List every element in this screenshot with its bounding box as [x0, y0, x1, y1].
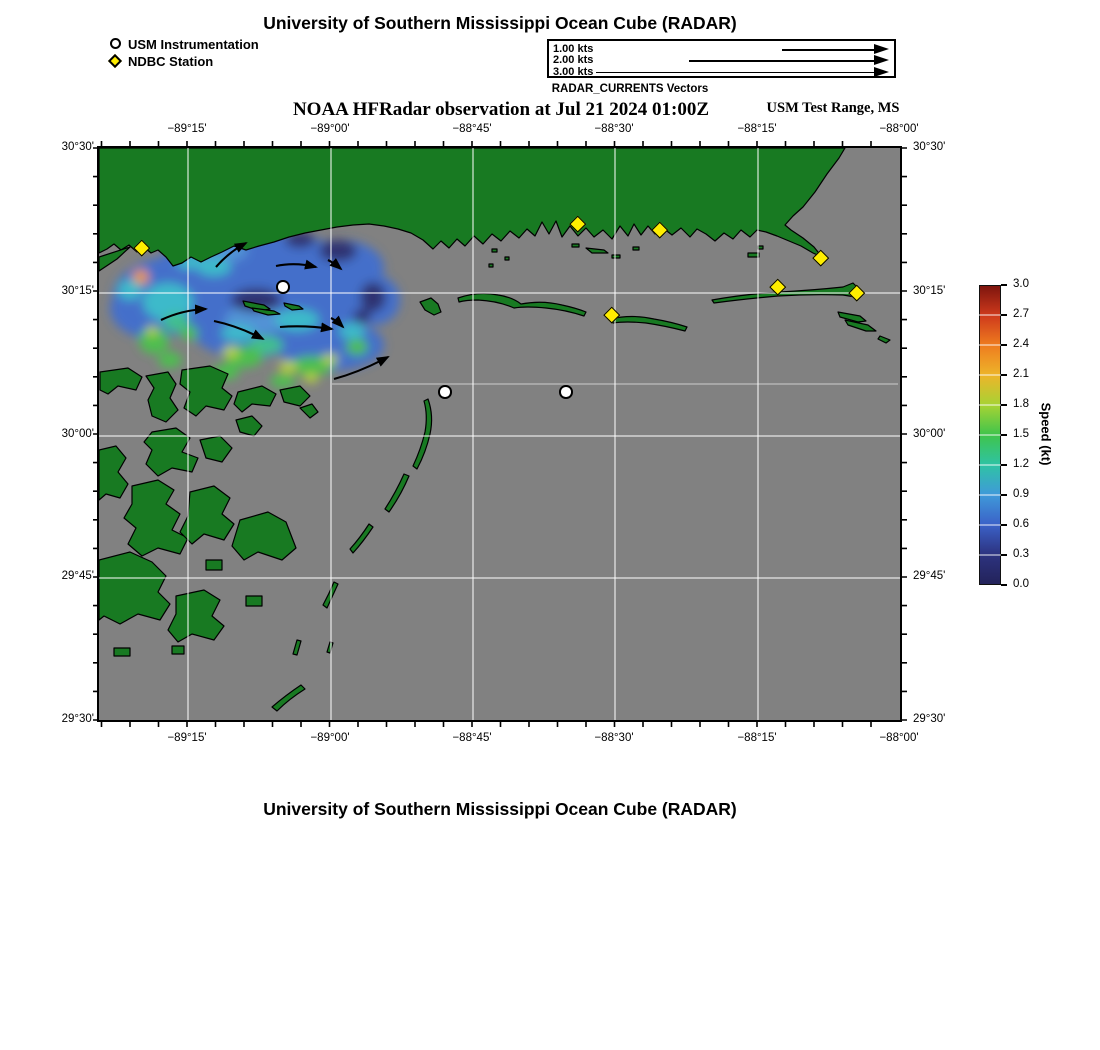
legend-label: USM Instrumentation	[128, 37, 259, 52]
lon-label-top: −88°30'	[594, 123, 634, 135]
colorbar-tick-label: 2.4	[1013, 338, 1029, 350]
colorbar-tick-label: 3.0	[1013, 278, 1029, 290]
lon-label-bottom: −88°15'	[737, 732, 777, 744]
lon-label-top: −89°15'	[167, 123, 207, 135]
colorbar-tick-label: 2.7	[1013, 308, 1029, 320]
lon-label-bottom: −88°30'	[594, 732, 634, 744]
lon-label-top: −88°15'	[737, 123, 777, 135]
figure-title-bottom: University of Southern Mississippi Ocean Cube (RADAR)	[263, 799, 737, 819]
figure-title-top: University of Southern Mississippi Ocean Cube (RADAR)	[263, 13, 737, 33]
colorbar-tick-label: 0.0	[1013, 578, 1029, 590]
colorbar-title: Speed (kt)	[1038, 402, 1054, 466]
lat-label-right: 29°45'	[913, 570, 946, 582]
lat-label-right: 30°00'	[913, 428, 946, 440]
observation-subtitle: NOAA HFRadar observation at Jul 21 2024 01:00Z	[292, 99, 710, 120]
vector-scale-label: 3.00 kts	[553, 65, 594, 78]
colorbar-tick-label: 0.3	[1013, 548, 1029, 560]
colorbar-tick-label: 0.6	[1013, 518, 1029, 530]
lon-label-bottom: −88°00'	[879, 732, 919, 744]
colorbar-tick-label: 2.1	[1013, 368, 1029, 380]
lon-label-bottom: −89°15'	[167, 732, 207, 744]
lon-label-top: −88°45'	[452, 123, 492, 135]
lon-label-top: −88°00'	[879, 123, 919, 135]
lat-label-right: 30°15'	[913, 285, 946, 297]
vector-scale-label: 1.00 kts	[553, 43, 594, 55]
lat-label-left: 29°30'	[61, 713, 94, 725]
vector-scale-caption: RADAR_CURRENTS Vectors	[551, 83, 709, 95]
lat-label-right: 29°30'	[913, 713, 946, 725]
lat-label-left: 29°45'	[61, 570, 94, 582]
colorbar-tick-label: 1.5	[1013, 428, 1029, 440]
lon-label-top: −89°00'	[310, 123, 350, 135]
lat-label-left: 30°30'	[61, 141, 94, 153]
lat-label-left: 30°15'	[61, 285, 94, 297]
lat-label-right: 30°30'	[913, 141, 946, 153]
legend-label: NDBC Station	[128, 54, 214, 69]
region-label: USM Test Range, MS	[766, 100, 900, 116]
lon-label-bottom: −89°00'	[310, 732, 350, 744]
colorbar-tick-label: 0.9	[1013, 488, 1029, 500]
lat-label-left: 30°00'	[61, 428, 94, 440]
vector-scale-label: 2.00 kts	[553, 54, 594, 67]
lon-label-bottom: −88°45'	[452, 732, 492, 744]
colorbar-tick-label: 1.8	[1013, 398, 1029, 410]
colorbar-tick-label: 1.2	[1013, 458, 1029, 470]
